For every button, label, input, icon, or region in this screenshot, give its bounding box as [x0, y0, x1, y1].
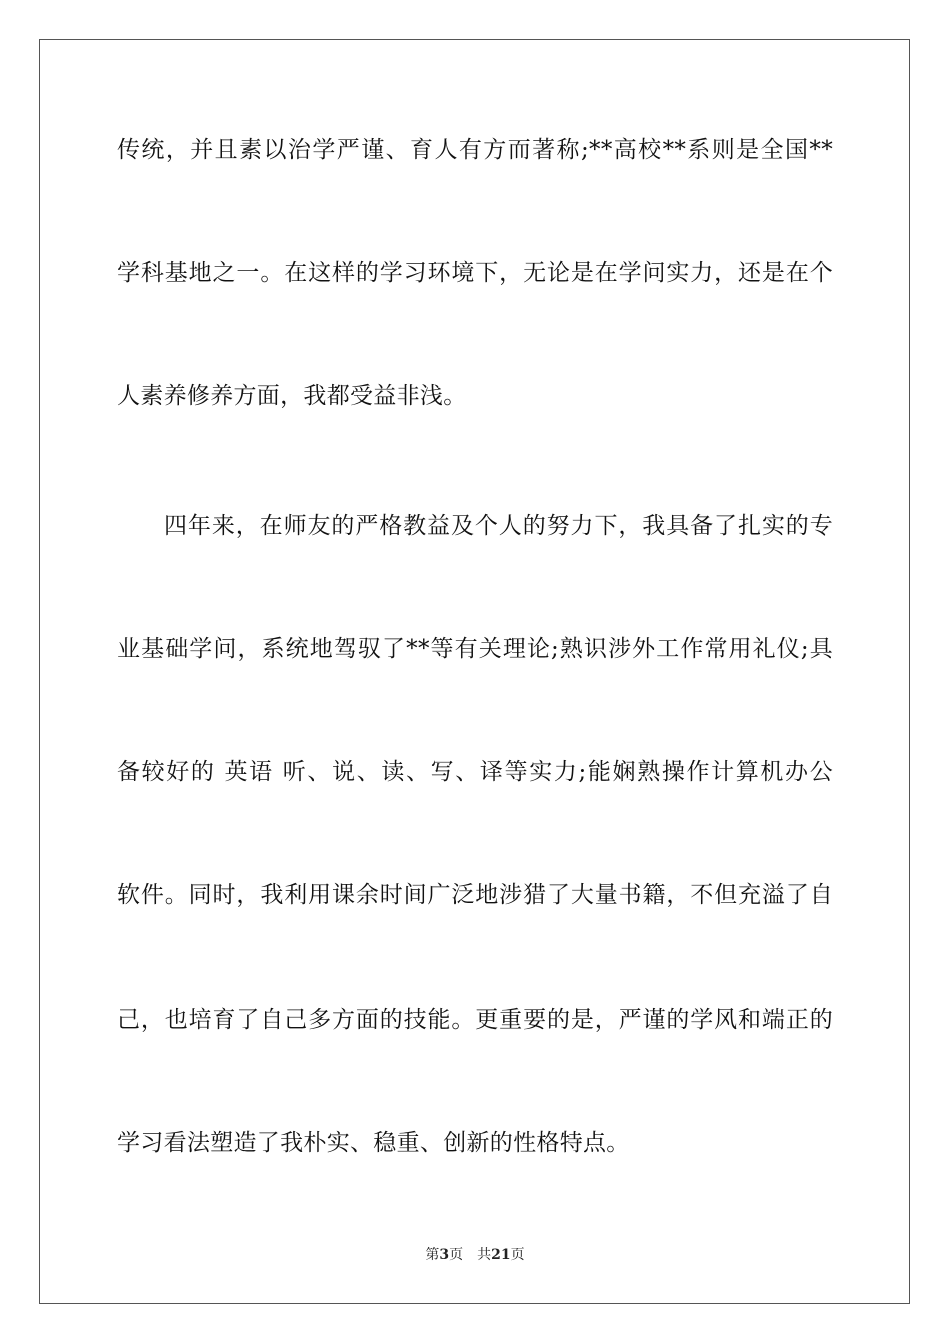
- paragraph-2-line-3: 备较好的 英语 听、说、读、写、译等实力;能娴熟操作计算机办公: [117, 759, 833, 785]
- paragraph-2-line-1: 四年来，在师友的严格教益及个人的努力下，我具备了扎实的专: [164, 513, 833, 539]
- total-suffix: 页: [510, 1247, 525, 1263]
- paragraph-1-line-2: 学科基地之一。在这样的学习环境下，无论是在学问实力，还是在个: [117, 260, 833, 286]
- page-total-number: 21: [491, 1247, 511, 1263]
- total-prefix: 共: [477, 1247, 492, 1263]
- paragraph-2-line-5: 己，也培育了自己多方面的技能。更重要的是，严谨的学风和端正的: [117, 1007, 833, 1033]
- page-suffix: 页: [449, 1247, 464, 1263]
- paragraph-2-line-4: 软件。同时，我利用课余时间广泛地涉猎了大量书籍，不但充溢了自: [117, 882, 833, 908]
- page-current-number: 3: [439, 1247, 450, 1263]
- paragraph-2-line-6: 学习看法塑造了我朴实、稳重、创新的性格特点。: [117, 1130, 630, 1156]
- paragraph-1-line-3: 人素养修养方面，我都受益非浅。: [117, 383, 467, 409]
- page-prefix: 第: [425, 1247, 440, 1263]
- page-border: [39, 39, 910, 1304]
- page-footer: [0, 1245, 950, 1265]
- paragraph-2-line-2: 业基础学问，系统地驾驭了**等有关理论;熟识涉外工作常用礼仪;具: [117, 636, 833, 662]
- paragraph-1-line-1: 传统，并且素以治学严谨、育人有方而著称;**高校**系则是全国**: [117, 137, 833, 163]
